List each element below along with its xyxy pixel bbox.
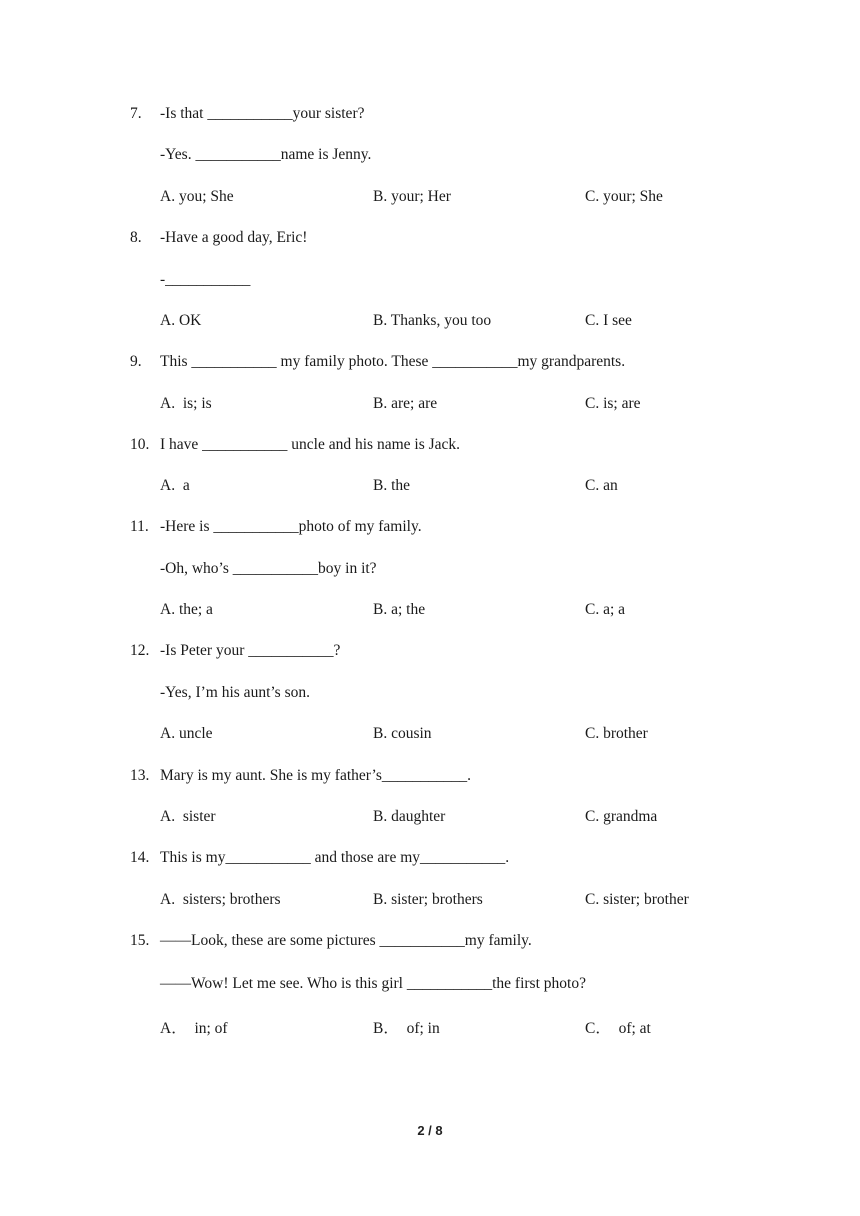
question-text: ——Look, these are some pictures ___________my family. xyxy=(160,932,532,949)
option-c: C. your; She xyxy=(585,188,663,205)
option-b: B. daughter xyxy=(373,808,446,825)
option-a: A． in; of xyxy=(160,1020,228,1037)
option-c: C. a; a xyxy=(585,601,626,618)
question-number: 12. xyxy=(130,642,150,659)
question-text: Mary is my aunt. She is my father’s___________. xyxy=(160,767,471,784)
question-number: 15. xyxy=(130,932,150,949)
option-c: C. grandma xyxy=(585,808,658,825)
option-c: C. is; are xyxy=(585,395,641,412)
option-b: B. sister; brothers xyxy=(373,891,483,908)
question-text: -Have a good day, Eric! xyxy=(160,229,308,246)
option-a: A. sister xyxy=(160,808,216,825)
question-number: 13. xyxy=(130,767,150,784)
question-number: 14. xyxy=(130,849,150,866)
option-a: A. the; a xyxy=(160,601,213,618)
question-number: 11. xyxy=(130,518,149,535)
option-b: B. the xyxy=(373,477,411,494)
option-a: A. sisters; brothers xyxy=(160,891,281,908)
question-text: -Oh, who’s ___________boy in it? xyxy=(160,560,377,577)
question-text: -Is that ___________your sister? xyxy=(160,105,365,122)
question-number: 10. xyxy=(130,436,150,453)
option-a: A. uncle xyxy=(160,725,213,742)
option-a: A. is; is xyxy=(160,395,212,412)
option-c: C. brother xyxy=(585,725,648,742)
option-c: C. sister; brother xyxy=(585,891,689,908)
option-a: A. you; She xyxy=(160,188,234,205)
option-b: B. Thanks, you too xyxy=(373,312,492,329)
option-c: C． of; at xyxy=(585,1020,651,1037)
option-b: B. cousin xyxy=(373,725,432,742)
question-number: 8. xyxy=(130,229,142,246)
question-text: I have ___________ uncle and his name is Jack. xyxy=(160,436,461,453)
question-text: This ___________ my family photo. These ___________my grandparents. xyxy=(160,353,626,370)
question-number: 7. xyxy=(130,105,142,122)
question-text: -___________ xyxy=(160,271,251,288)
question-text: -Yes, I’m his aunt’s son. xyxy=(160,684,310,701)
option-b: B． of; in xyxy=(373,1020,440,1037)
question-text: -Is Peter your ___________? xyxy=(160,642,341,659)
question-text: This is my___________ and those are my___________. xyxy=(160,849,510,866)
option-c: C. I see xyxy=(585,312,632,329)
page-number: 2 / 8 xyxy=(417,1123,443,1138)
question-text: ——Wow! Let me see. Who is this girl ___________the first photo? xyxy=(160,975,586,992)
question-number: 9. xyxy=(130,353,142,370)
option-b: B. a; the xyxy=(373,601,426,618)
question-text: -Yes. ___________name is Jenny. xyxy=(160,146,372,163)
question-text: -Here is ___________photo of my family. xyxy=(160,518,422,535)
option-a: A. a xyxy=(160,477,190,494)
option-c: C. an xyxy=(585,477,618,494)
option-b: B. your; Her xyxy=(373,188,451,205)
option-a: A. OK xyxy=(160,312,202,329)
option-b: B. are; are xyxy=(373,395,438,412)
